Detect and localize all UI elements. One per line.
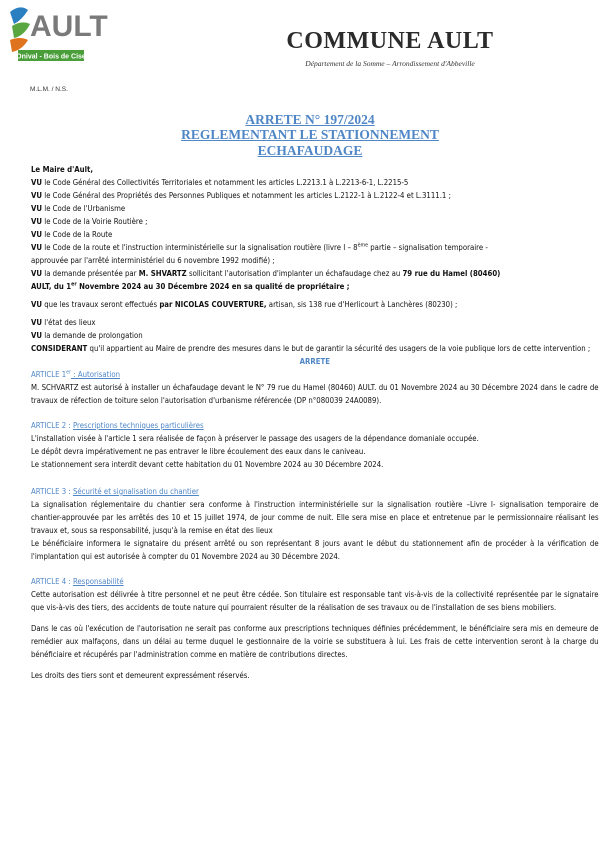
article-4-text: Les droits des tiers sont et demeurent expressément réservés. xyxy=(31,670,250,680)
vu-line: VU le Code Général des Collectivités Territoriales et notamment les articles L.2213.1 à L.2213-6-1, L.2215-5 xyxy=(31,177,409,187)
vu-line: VU la demande présentée par M. SHVARTZ sollicitant l'autorisation d'implanter un échafaudage chez au 79 rue du Hamel (80460) AULT, du 1er Novembre 2024 au 30 Décembre 2024 en sa qualité de propriétaire ; xyxy=(31,268,501,291)
article-4-heading: ARTICLE 4 : Responsabilité xyxy=(31,576,124,586)
vu-line: VU que les travaux seront effectués par NICOLAS COUVERTURE, artisan, sis 138 rue d'Herlicourt à Lanchères (80230) ; xyxy=(31,299,458,309)
maire-line: Le Maire d'Ault, xyxy=(31,164,93,174)
vu-line: VU le Code de la Voirie Routière ; xyxy=(31,216,148,226)
article-2-heading: ARTICLE 2 : Prescriptions techniques particulières xyxy=(31,420,204,430)
article-2-text: Le dépôt devra impérativement ne pas entraver le libre écoulement des eaux dans le caniveau. xyxy=(31,446,366,456)
vu-line: VU le Code Général des Propriétés des Personnes Publiques et notamment les articles L.2122-1 à L.2122-4 et L.3111.1 ; xyxy=(31,190,451,200)
article-1-heading: ARTICLE 1er : Autorisation xyxy=(31,369,120,379)
article-3-text: Le bénéficiaire informera le signataire du présent arrêté ou son représentant 8 jours avant le début du stationnement afin de procéder à la vérification de l'implantation qui est autorisée à compter du 01 Novembre 2024 au 30 Décembre 2024. xyxy=(31,538,599,561)
arrete-heading: ARRETE xyxy=(299,356,330,366)
article-2-text: Le stationnement sera interdit devant cette habitation du 01 Novembre 2024 au 30 Décembre 2024. xyxy=(31,459,384,469)
article-3-heading: ARTICLE 3 : Sécurité et signalisation du chantier xyxy=(31,486,199,496)
vu-line: VU le Code de l'Urbanisme xyxy=(31,203,126,213)
document-reference: M.L.M. / N.S. xyxy=(30,86,68,93)
decree-topic: ECHAFAUDAGE xyxy=(257,143,363,158)
ault-logo xyxy=(6,2,108,70)
article-1-text: M. SCHVARTZ est autorisé à installer un échafaudage devant le N° 79 rue du Hamel (80460) AULT. du 01 Novembre 2024 au 30 Décembre 2024 dans le cadre de travaux de réfection de toiture selon l'autorisation d'urbanisme référencée (DP n°080039 24A0089). xyxy=(31,382,599,405)
considerant-line: CONSIDERANT qu'il appartient au Maire de prendre des mesures dans le but de garantir la sécurité des usagers de la voie publique lors de cette intervention ; xyxy=(31,343,591,353)
article-2-text: L'installation visée à l'article 1 sera réalisée de façon à préserver le passage des usagers de la dépendance domaniale occupée. xyxy=(31,433,479,443)
article-3-text: La signalisation réglementaire du chantier sera conforme à l'instruction interministérielle sur la signalisation routière –Livre I- signalisation temporaire de chantier-approuvée par les arrêtés des 10 et 15 juillet 1974, de jour comme de nuit. Elle sera mise en place et entretenue par le permissionnaire réalisant les travaux et, sous sa responsabilité, jusqu'à la remise en état des lieux xyxy=(31,499,599,535)
decree-body xyxy=(31,163,599,682)
logo-text: AULT xyxy=(30,10,108,43)
vu-line: VU le Code de la route et l'instruction interministérielle sur la signalisation routière (livre I – 8ème partie – signalisation temporaire - approuvée par l'arrêté interministériel du 6 novembre 1992 modifié) ; xyxy=(31,242,488,265)
article-4-text: Cette autorisation est délivrée à titre personnel et ne peut être cédée. Son titulaire est responsable tant vis-à-vis de la collectivité représentée par le signataire que vis-à-vis des tiers, des accidents de toute nature qui pourraient résulter de la réalisation de ses travaux ou de l'installation de ses biens mobiliers. xyxy=(31,589,599,612)
decree-number: ARRETE N° 197/2024 xyxy=(245,112,375,127)
vu-line: VU l'état des lieux xyxy=(31,317,96,327)
logo-subtitle: Onival - Bois de Cise xyxy=(16,53,86,61)
article-4-text: Dans le cas où l'exécution de l'autorisation ne serait pas conforme aux prescriptions techniques définies précédemment, le bénéficiaire sera mis en demeure de remédier aux malfaçons, dans un délai au terme duquel le gestionnaire de la voirie se substituera à lui. Les frais de cette intervention seront à la charge du bénéficiaire et récupérés par l'administration comme en matière de contributions directes. xyxy=(31,623,599,659)
decree-subject: REGLEMENTANT LE STATIONNEMENT xyxy=(181,127,439,142)
department-subtitle: Département de la Somme – Arrondissement d'Abbeville xyxy=(305,59,475,68)
commune-title: COMMUNE AULT xyxy=(286,28,494,54)
vu-line: VU le Code de la Route xyxy=(31,229,113,239)
vu-line: VU la demande de prolongation xyxy=(31,330,143,340)
